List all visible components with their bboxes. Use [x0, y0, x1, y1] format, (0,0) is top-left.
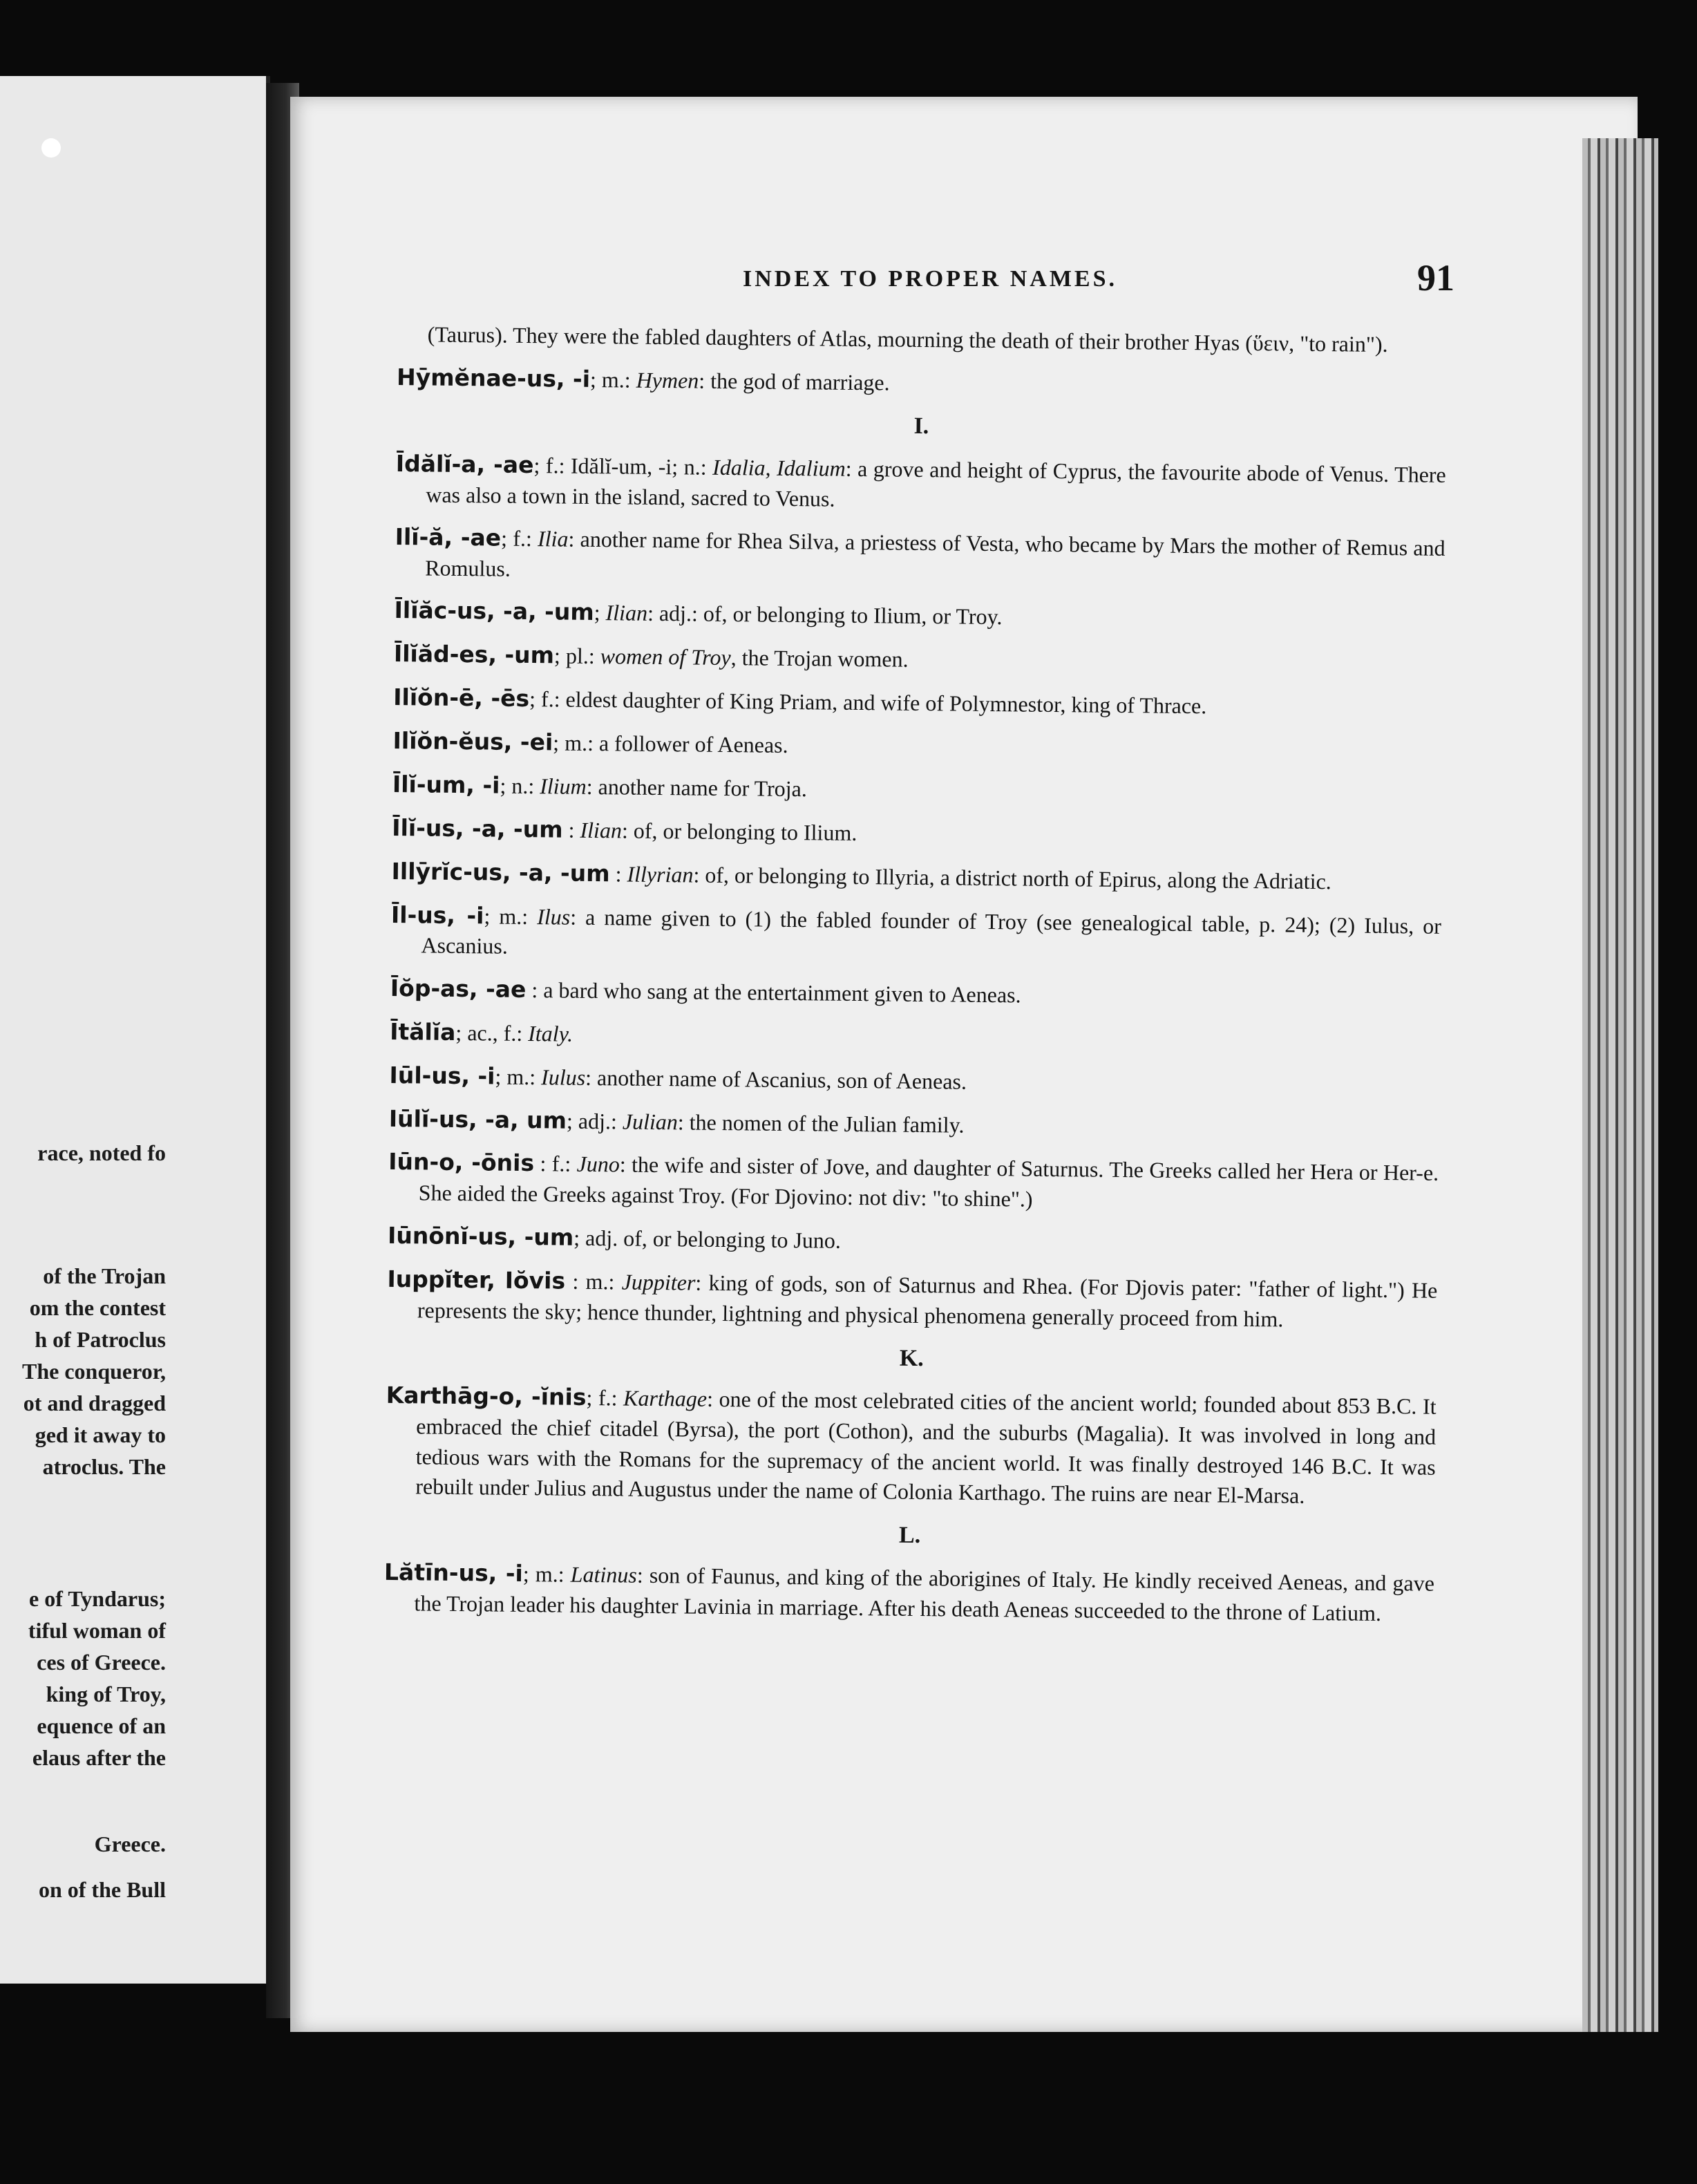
- index-entry: [387, 1264, 1438, 1336]
- left-text-fragment: king of Troy,: [46, 1682, 166, 1706]
- entry-gloss: Illyrian: [627, 861, 694, 887]
- left-text-fragment: e of Tyndarus;: [29, 1586, 166, 1611]
- entry-gloss: Italy.: [528, 1020, 573, 1046]
- entry-grammar: :: [609, 860, 627, 887]
- entry-grammar: ; n.:: [500, 773, 540, 799]
- entry-grammar: ; m.:: [484, 903, 538, 929]
- index-entry: [393, 682, 1443, 724]
- index-entry: [392, 726, 1443, 768]
- entry-headword: Illȳrĭc-us, -a, -um: [391, 857, 610, 887]
- left-text-fragment: The conqueror,: [21, 1359, 166, 1384]
- entry-grammar: ;: [594, 600, 606, 625]
- entry-headword: Iūl-us, -i: [389, 1061, 495, 1090]
- entry-grammar: ; m.:: [495, 1064, 542, 1089]
- entry-grammar: ; m.:: [589, 366, 636, 393]
- index-entry: [394, 639, 1444, 681]
- entry-gloss: Ilian: [605, 600, 648, 626]
- index-entry: [389, 1060, 1439, 1102]
- entry-gloss: Ilium: [540, 773, 587, 799]
- entry-headword: Īlĭăd-es, -um: [393, 640, 555, 669]
- index-entry: [390, 1017, 1440, 1059]
- entry-headword: Iūn-o, -ōnis: [388, 1148, 535, 1177]
- entry-gloss: Juppiter: [621, 1269, 696, 1295]
- index-entry: [395, 449, 1446, 520]
- left-text-fragment: equence of an: [37, 1713, 166, 1738]
- entry-grammar: ; f.: Idălĭ-um, -i; n.:: [533, 452, 713, 480]
- entry-gloss: Julian: [622, 1109, 679, 1134]
- index-entry: [392, 813, 1442, 855]
- entry-grammar: ; pl.:: [553, 643, 600, 669]
- left-text-fragment: om the contest: [29, 1295, 166, 1320]
- left-text-fragment: of the Trojan: [43, 1263, 166, 1288]
- left-text-fragment: ot and dragged: [23, 1391, 166, 1415]
- entry-headword: Iuppĭter, Iŏvis: [387, 1265, 566, 1295]
- index-entry: [392, 769, 1443, 811]
- left-text-fragment: atroclus. The: [42, 1454, 166, 1479]
- entry-definition: of, or belonging to Juno.: [623, 1225, 842, 1253]
- left-text-fragment: elaus after the: [32, 1745, 166, 1770]
- entry-definition: : king of gods, son of Saturnus and Rhea. (For Djovis pater: "father of light.") He represents the sky; hence thunder, lightning and physical phenomena generally proceed from him.: [417, 1270, 1438, 1332]
- entry-headword: Karthāg-o, -ĭnis: [386, 1382, 587, 1411]
- continuation-paragraph: (Taurus). They were the fabled daughters of Atlas, mourning the death of their brother Hyas (ὕειν, "to rain").: [427, 321, 1388, 357]
- entry-definition: : the nomen of the Julian family.: [677, 1109, 965, 1138]
- page-header: [743, 259, 1454, 308]
- entry-definition: : a name given to (1) the fabled founder of Troy (see genealogical table, p. 24); (2) Iulus, or Ascanius.: [421, 904, 1442, 959]
- entry-headword: Ilĭ-ă, -ae: [395, 523, 502, 552]
- entry-headword: Lătīn-us, -i: [383, 1558, 524, 1587]
- entry-gloss: Karthage: [623, 1385, 708, 1412]
- entry-headword: Īl-us, -i: [390, 901, 484, 929]
- entry-grammar: ; f.:: [500, 525, 538, 552]
- entry-grammar: : m.:: [565, 1268, 622, 1295]
- running-head: INDEX TO PROPER NAMES.: [743, 266, 1118, 292]
- entry-grammar: ; f.:: [529, 686, 566, 712]
- entry-definition: : of, or belonging to Illyria, a district north of Epirus, along the Adriatic.: [693, 862, 1331, 894]
- entry-gloss: Hymen: [636, 367, 699, 393]
- entry-definition: : a grove and height of Cyprus, the favourite abode of Venus. There was also a town in the island, sacred to Venus.: [426, 455, 1446, 511]
- entry-grammar: ; adj.:: [566, 1108, 623, 1134]
- section-heading-i: I.: [913, 413, 929, 440]
- entry-grammar: ; m.:: [553, 730, 600, 756]
- left-text-fragment: h of Patroclus: [35, 1327, 166, 1352]
- index-body: [383, 319, 1448, 1641]
- entry-definition: : another name for Troja.: [586, 773, 807, 802]
- entry-grammar: ; adj.: [573, 1225, 624, 1251]
- index-entry: [390, 973, 1441, 1015]
- index-entry: [397, 362, 1447, 404]
- entry-definition: : of, or belonging to Ilium.: [621, 818, 857, 845]
- left-text-fragment: race, noted fo: [37, 1140, 166, 1165]
- index-entry: [385, 1380, 1437, 1512]
- entry-definition: : adj.: of, or belonging to Ilium, or Troy.: [647, 601, 1003, 630]
- entry-definition: : son of Faunus, and king of the aborigines of Italy. He kindly received Aeneas, and gave the Trojan leader his daughter Lavinia in marriage. After his death Aeneas succeeded to the throne of Latium.: [414, 1562, 1435, 1626]
- entry-gloss: Juno: [576, 1151, 620, 1177]
- entry-headword: Īdălĭ-a, -ae: [395, 449, 534, 478]
- entry-headword: Īŏp-as, -ae: [390, 974, 527, 1003]
- entry-grammar: : f.:: [533, 1151, 577, 1177]
- entry-headword: Hȳmĕnae-us, -i: [396, 363, 591, 393]
- entry-grammar: :: [562, 817, 580, 842]
- entry-grammar: ; f.:: [586, 1385, 624, 1411]
- entry-definition: : the wife and sister of Jove, and daughter of Saturnus. The Greeks called her Hera or Her-e. She aided the Greeks against Troy. (For Djovino: not div: "to shine".): [418, 1151, 1439, 1212]
- entry-definition: eldest daughter of King Priam, and wife of Polymnestor, king of Thrace.: [565, 686, 1207, 719]
- index-entry: [395, 522, 1445, 594]
- entry-definition: : another name of Ascanius, son of Aeneas.: [585, 1064, 967, 1094]
- entry-gloss: women of Troy: [600, 643, 731, 670]
- index-entry: [389, 1103, 1439, 1145]
- index-entry: [391, 856, 1441, 898]
- index-entry: [394, 595, 1444, 637]
- entry-grammar: ; ac., f.:: [455, 1019, 529, 1046]
- entry-gloss: Latinus: [570, 1561, 638, 1588]
- entry-headword: Ītălĭa: [390, 1017, 456, 1046]
- entry-gloss: Ilian: [580, 817, 623, 843]
- entry-headword: Iūnōnĭ-us, -um: [387, 1221, 574, 1251]
- previous-page: [0, 76, 270, 1984]
- index-entry: [383, 1557, 1434, 1629]
- entry-gloss: Idalia, Idalium: [712, 454, 846, 481]
- entry-gloss: Ilia: [537, 526, 569, 552]
- entry-definition: , the Trojan women.: [730, 645, 909, 672]
- entry-definition: : one of the most celebrated cities of the ancient world; founded about 853 B.C. It embraced the chief citadel (Byrsa), the port (Cothon), and the suburbs (Magalia). It was involved in long and tedious wars with the Romans for the supremacy of the ancient world. It was finally destroyed 146 B.C. It was rebuilt under Julius and Augustus under the name of Colonia Karthago. The ruins are near El-Marsa.: [415, 1386, 1437, 1509]
- entry-headword: Iūlĭ-us, -a, um: [388, 1104, 567, 1134]
- index-entry: [388, 1147, 1439, 1218]
- entry-grammar: :: [526, 977, 544, 1003]
- entry-definition: : the god of marriage.: [699, 368, 890, 395]
- left-text-fragment: Greece.: [94, 1832, 166, 1856]
- entry-definition: a follower of Aeneas.: [598, 731, 788, 757]
- left-text-fragment: ces of Greece.: [37, 1650, 166, 1675]
- section-heading-k: K.: [899, 1345, 924, 1372]
- index-entry: [388, 1221, 1438, 1263]
- entry-headword: Īlĭăc-us, -a, -um: [394, 596, 594, 626]
- left-text-fragment: on of the Bull: [38, 1877, 166, 1902]
- page-edges: [1582, 138, 1658, 2032]
- entry-definition: a bard who sang at the entertainment given to Aeneas.: [543, 977, 1021, 1008]
- entry-gloss: Ilus: [536, 903, 571, 930]
- entry-headword: Īlĭ-us, -a, -um: [392, 813, 563, 843]
- section-heading-l: L.: [898, 1522, 921, 1548]
- page-number: 91: [1417, 257, 1454, 299]
- entry-headword: Īlĭ-um, -i: [392, 770, 500, 799]
- entry-headword: Ilĭŏn-ē, -ēs: [393, 684, 530, 713]
- entry-headword: Ilĭŏn-ĕus, -ei: [392, 726, 553, 756]
- entry-grammar: ; m.:: [522, 1561, 571, 1587]
- paper-speck: [41, 138, 61, 158]
- index-entry: [390, 899, 1441, 971]
- left-text-fragment: tiful woman of: [28, 1618, 166, 1643]
- entry-gloss: Iulus: [540, 1064, 586, 1090]
- entry-definition: : another name for Rhea Silva, a priestess of Vesta, who became by Mars the mother of Remus and Romulus.: [425, 526, 1445, 581]
- left-text-fragment: ged it away to: [35, 1422, 166, 1447]
